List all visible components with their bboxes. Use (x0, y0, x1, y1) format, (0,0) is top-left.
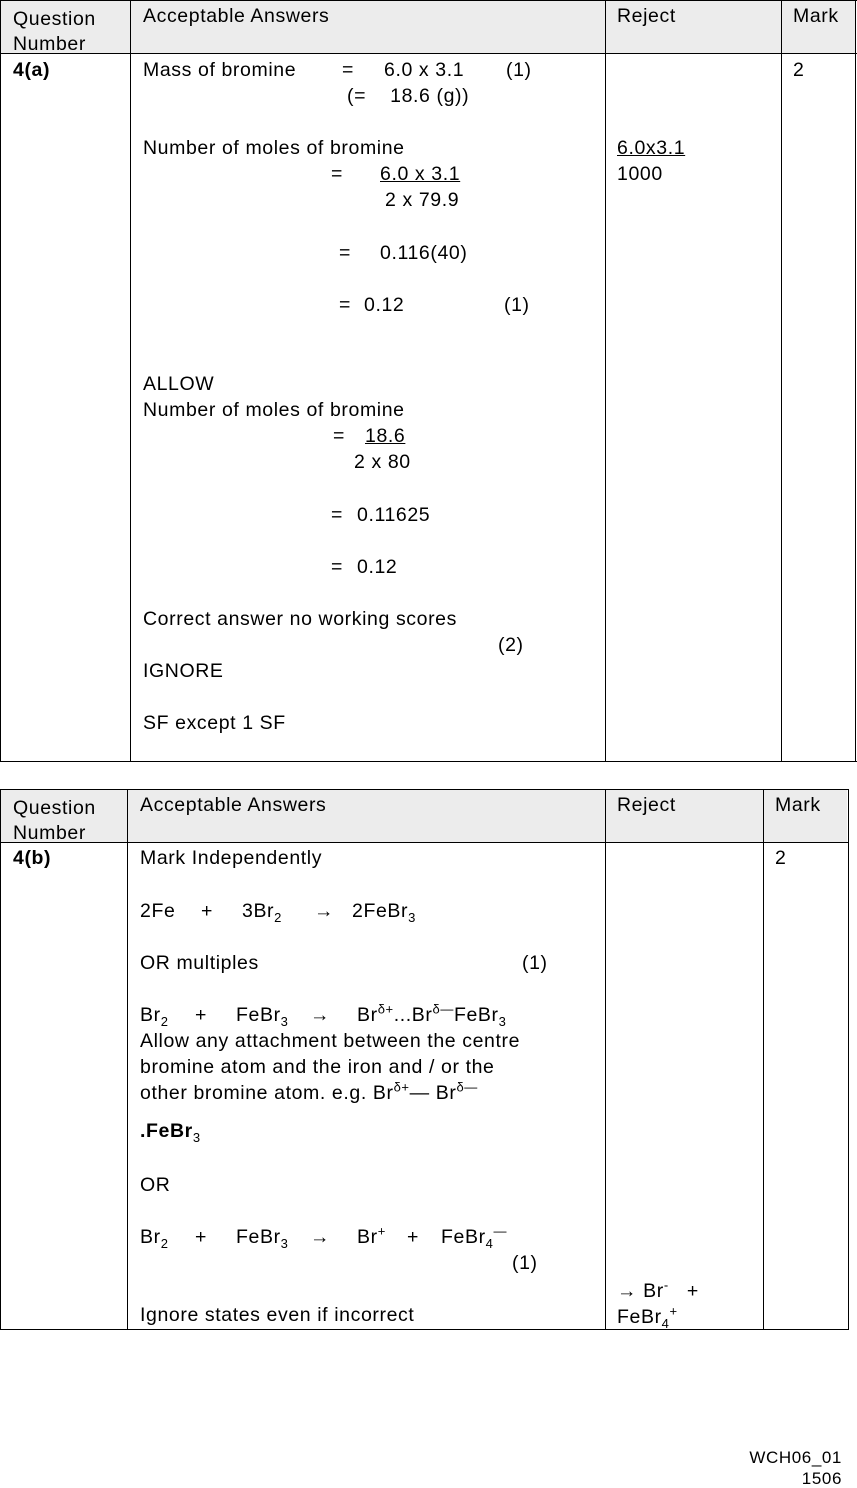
mass-label: Mass of bromine (143, 59, 297, 81)
plus-sign: + (195, 1226, 207, 1248)
correct-answer-note: Correct answer no working scores (143, 608, 457, 630)
reject-numerator: 6.0x3.1 (617, 137, 686, 159)
header-acceptable-answers: Acceptable Answers (143, 5, 330, 27)
rule (0, 53, 857, 54)
reject-denominator: 1000 (617, 163, 663, 185)
equals: = (342, 59, 354, 81)
or-multiples: OR multiples (140, 952, 259, 974)
equals: = (331, 163, 343, 185)
rule (848, 789, 849, 1330)
equals: = (333, 425, 345, 447)
sf-note: SF except 1 SF (143, 712, 286, 734)
plus-sign: + (201, 900, 213, 922)
equation-term: FeBr$_4$— (441, 1223, 508, 1251)
ignore-states-note: Ignore states even if incorrect (140, 1304, 415, 1326)
rule (127, 789, 128, 1330)
allow-text: other bromine atom. e.g. $Br^{\delta+}—$ $Br^{\delta—}$ (140, 1079, 478, 1104)
footer-code: WCH06_01 (749, 1448, 842, 1467)
mass-value: (= 18.6 (g)) (347, 85, 470, 107)
header-question-number: Question Number (13, 8, 96, 55)
question-number: 4(a) (13, 59, 51, 81)
mass-expression: 6.0 x 3.1 (384, 59, 465, 81)
rule (605, 789, 606, 1330)
rule (0, 0, 857, 1)
rule (781, 0, 782, 762)
rule (605, 0, 606, 762)
result-value: 0.12 (357, 556, 398, 578)
fraction-denominator: 2 x 80 (354, 451, 411, 473)
equals: = (331, 504, 343, 526)
rule (130, 0, 131, 762)
equation-term: $Br^{\delta+}...Br^{\delta—}FeBr_3$ (357, 1001, 507, 1029)
plus-sign: + (407, 1226, 419, 1248)
reject-equation: → Br- + (617, 1277, 699, 1302)
fraction-denominator: 2 x 79.9 (385, 189, 460, 211)
allow-text: Allow any attachment between the centre (140, 1030, 521, 1052)
equation-term: $Br_2$ (140, 1004, 169, 1029)
equation-term: Br+ (357, 1223, 386, 1248)
ignore-label: IGNORE (143, 660, 224, 682)
rule (0, 0, 1, 762)
reject-equation: FeBr$_4$+ (617, 1303, 678, 1331)
equation-term: $3Br_2$ (242, 900, 282, 925)
rule (0, 761, 857, 762)
rule (0, 789, 1, 1330)
header-acceptable-answers: Acceptable Answers (140, 794, 327, 816)
header-mark: Mark (793, 5, 839, 27)
fraction-numerator: 18.6 (365, 425, 406, 447)
mark-note: (2) (498, 634, 524, 656)
equals: = (339, 242, 351, 264)
mark-note: (1) (504, 294, 530, 316)
header-mark: Mark (775, 794, 821, 816)
mark-value: 2 (793, 59, 805, 81)
arrow-icon: → (310, 1004, 331, 1026)
header-question-number: Question Number (13, 797, 96, 844)
or-label: OR (140, 1174, 171, 1196)
header-reject: Reject (617, 794, 676, 816)
allow-text: .FeBr$_3$ (140, 1120, 201, 1145)
rule (763, 789, 764, 1330)
header-reject: Reject (617, 5, 676, 27)
allow-text: bromine atom and the iron and / or the (140, 1056, 495, 1078)
equation-term: FeBr$_3$ (236, 1004, 289, 1029)
result-value: 0.116(40) (380, 242, 468, 264)
equals: = (331, 556, 343, 578)
mark-note: (1) (506, 59, 532, 81)
equation-term: $Br_2$ (140, 1226, 169, 1251)
fraction-numerator: 6.0 x 3.1 (380, 163, 461, 185)
mark-value: 2 (775, 847, 787, 869)
moles-label: Number of moles of bromine (143, 399, 405, 421)
mark-independently: Mark Independently (140, 847, 323, 869)
result-value: 0.11625 (357, 504, 431, 526)
moles-label: Number of moles of bromine (143, 137, 405, 159)
equals: = (339, 294, 351, 316)
equation-term: 2Fe (140, 900, 176, 922)
mark-note: (1) (512, 1252, 538, 1274)
rule (855, 0, 856, 762)
result-value: 0.12 (364, 294, 405, 316)
footer-number: 1506 (801, 1469, 842, 1488)
allow-label: ALLOW (143, 373, 215, 395)
arrow-icon: → (310, 1226, 331, 1248)
question-number: 4(b) (13, 847, 52, 869)
equation-term: 2FeBr$_3$ (352, 900, 416, 925)
arrow-icon: → (314, 900, 335, 922)
equation-term: FeBr$_3$ (236, 1226, 289, 1251)
mark-note: (1) (522, 952, 548, 974)
plus-sign: + (195, 1004, 207, 1026)
